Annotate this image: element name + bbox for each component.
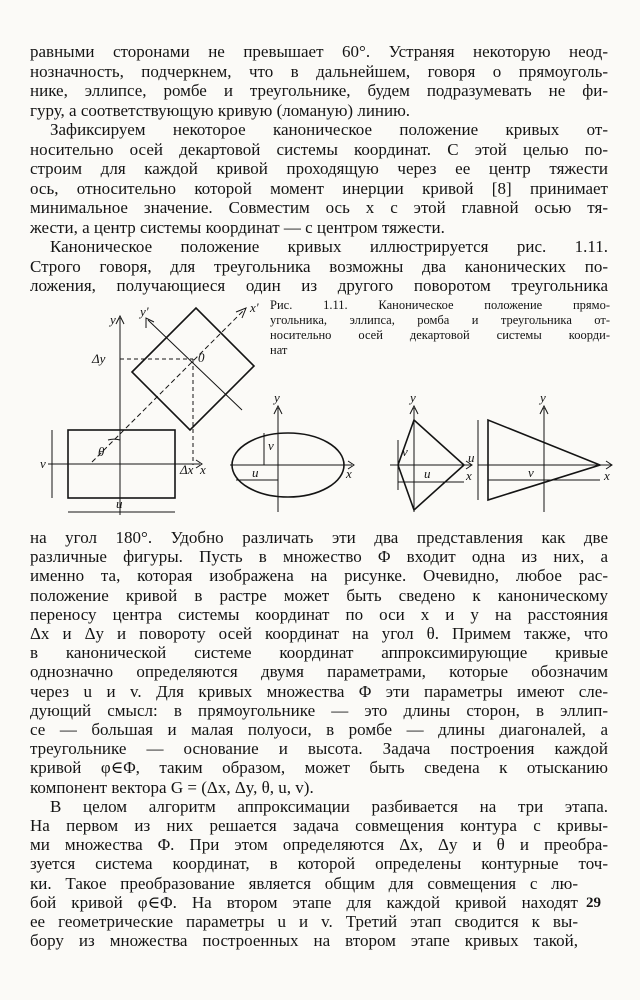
text-line: На первом из них решается задача совмещения контура с кривы- xyxy=(30,816,608,835)
rectangle-figure xyxy=(48,308,254,515)
label-x-prime: x' xyxy=(250,300,259,315)
text-line: именно та, которая изображена на рисунке. Очевидно, любое рас- xyxy=(30,566,608,586)
text-line: ки. Такое преобразование является общим для совмещения с лю- xyxy=(30,873,578,893)
text-line: Каноническое положение кривых иллюстрируется рис. 1.11. xyxy=(50,237,608,256)
text-line: через u и v. Для кривых множества Φ эти параметры имеют сле- xyxy=(30,681,608,701)
text-line: ложения, получающиеся один из другого поворотом треугольника xyxy=(30,276,608,295)
ellipse-figure xyxy=(230,406,354,512)
text-line: положение кривой в растре может быть сведено к каноническому xyxy=(30,585,608,605)
text-line: строим для каждой кривой проходящую через ее центр тяжести xyxy=(30,159,608,178)
label-v: v xyxy=(528,465,534,480)
text-line: ее геометрические параметры u и v. Третий этап сводится к вы- xyxy=(30,912,578,931)
text-line: нике, эллипсе, ромбе и треугольнике, будем подразумевать не фи- xyxy=(30,81,608,100)
caption-line: Рис. 1.11. Каноническое положение прямо- xyxy=(270,298,610,312)
rhombus-figure xyxy=(390,406,472,512)
text-line: зуется система координат, в которой определены контурные точ- xyxy=(30,854,608,874)
label-v: v xyxy=(402,444,408,459)
text-line: переносу центра системы координат по оси x и y на расстояния xyxy=(30,604,608,624)
label-origin: 0 xyxy=(198,350,205,365)
theta-arc xyxy=(108,439,120,440)
label-x: x xyxy=(466,468,472,483)
caption-line: нат xyxy=(270,343,288,357)
text-line: гуру, а соответствующую кривую (ломаную) линию. xyxy=(30,100,411,120)
text-line: се — большая и малая полуоси, в ромбе — длины диагоналей, а xyxy=(30,720,608,739)
triangle-figure xyxy=(478,406,612,512)
label-y: y xyxy=(540,390,546,405)
text-line: В целом алгоритм аппроксимации разбивается на три этапа. xyxy=(50,796,608,816)
label-x: x xyxy=(604,468,610,483)
label-x: x xyxy=(200,462,206,477)
text-line: ми множества Φ. При этом определяются Δx, Δy и θ и преобра- xyxy=(30,835,608,855)
text-line: треугольнике — основание и высота. Задача построения каждой xyxy=(30,739,608,759)
label-y-prime: y' xyxy=(140,304,149,319)
page-number: 29 xyxy=(586,894,601,911)
caption-line: угольника, эллипса, ромба и треугольника от- xyxy=(270,313,610,327)
text-line: ось, относительно которой момент инерции кривой [8] принимает xyxy=(30,178,608,198)
text-line: нозначность, подчеркнем, что в дальнейшем, говоря о прямоуголь- xyxy=(30,61,608,81)
label-delta-y: Δy xyxy=(92,351,106,366)
y-prime-axis xyxy=(148,320,242,410)
text-line: минимальное значение. Совместим ось x с этой главной осью тя- xyxy=(30,198,608,217)
label-x: x xyxy=(346,466,352,481)
label-y: y xyxy=(274,390,280,405)
text-line: равными сторонами не превышает 60°. Устраняя некоторую неод- xyxy=(30,42,608,61)
text-line: бой кривой φ∈Φ. На втором этапе для каждой кривой находят xyxy=(30,892,578,912)
label-v: v xyxy=(40,456,46,471)
label-u: u xyxy=(252,465,259,480)
label-y: y xyxy=(410,390,416,405)
text-line: бору из множества построенных на втором этапе кривых такой, xyxy=(30,931,578,951)
text-line: в канонической системе координат аппроксимирующие кривые xyxy=(30,643,608,663)
text-line: Зафиксируем некоторое каноническое положение кривых от- xyxy=(50,120,608,139)
label-u: u xyxy=(468,450,475,465)
label-theta: θ xyxy=(98,444,105,459)
text-line: носительно осей декартовой системы координат. С этой целью по- xyxy=(30,139,608,159)
text-line: кривой φ∈Φ, таким образом, может быть сведена к отысканию xyxy=(30,758,608,778)
text-line: Строго говоря, для треугольника возможны два канонических по- xyxy=(30,256,608,276)
figure-caption xyxy=(270,298,610,358)
label-delta-x: Δx xyxy=(180,462,194,477)
label-y: y xyxy=(110,312,116,327)
caption-line: носительно осей декартовой системы коорди- xyxy=(270,328,610,342)
y-prime-arrow xyxy=(146,318,154,328)
label-u: u xyxy=(424,466,431,481)
text-line: Δx и Δy и повороту осей координат на угол θ. Примем также, что xyxy=(30,624,608,643)
text-line: жести, а центр системы координат — с центром тяжести. xyxy=(30,217,445,237)
label-v: v xyxy=(268,438,274,453)
text-line: на угол 180°. Удобно различать эти два представления как две xyxy=(30,528,608,547)
label-u: u xyxy=(116,496,123,511)
text-line: различные фигуры. Пусть в множество Φ входит одна из них, а xyxy=(30,547,608,567)
text-line: дующий смысл: в прямоугольнике — это длины сторон, в эллип- xyxy=(30,700,608,720)
text-line: однозначно определяются двумя параметрами, которые обозначим xyxy=(30,662,608,682)
text-line: компонент вектора G = (Δx, Δy, θ, u, v). xyxy=(30,777,314,797)
